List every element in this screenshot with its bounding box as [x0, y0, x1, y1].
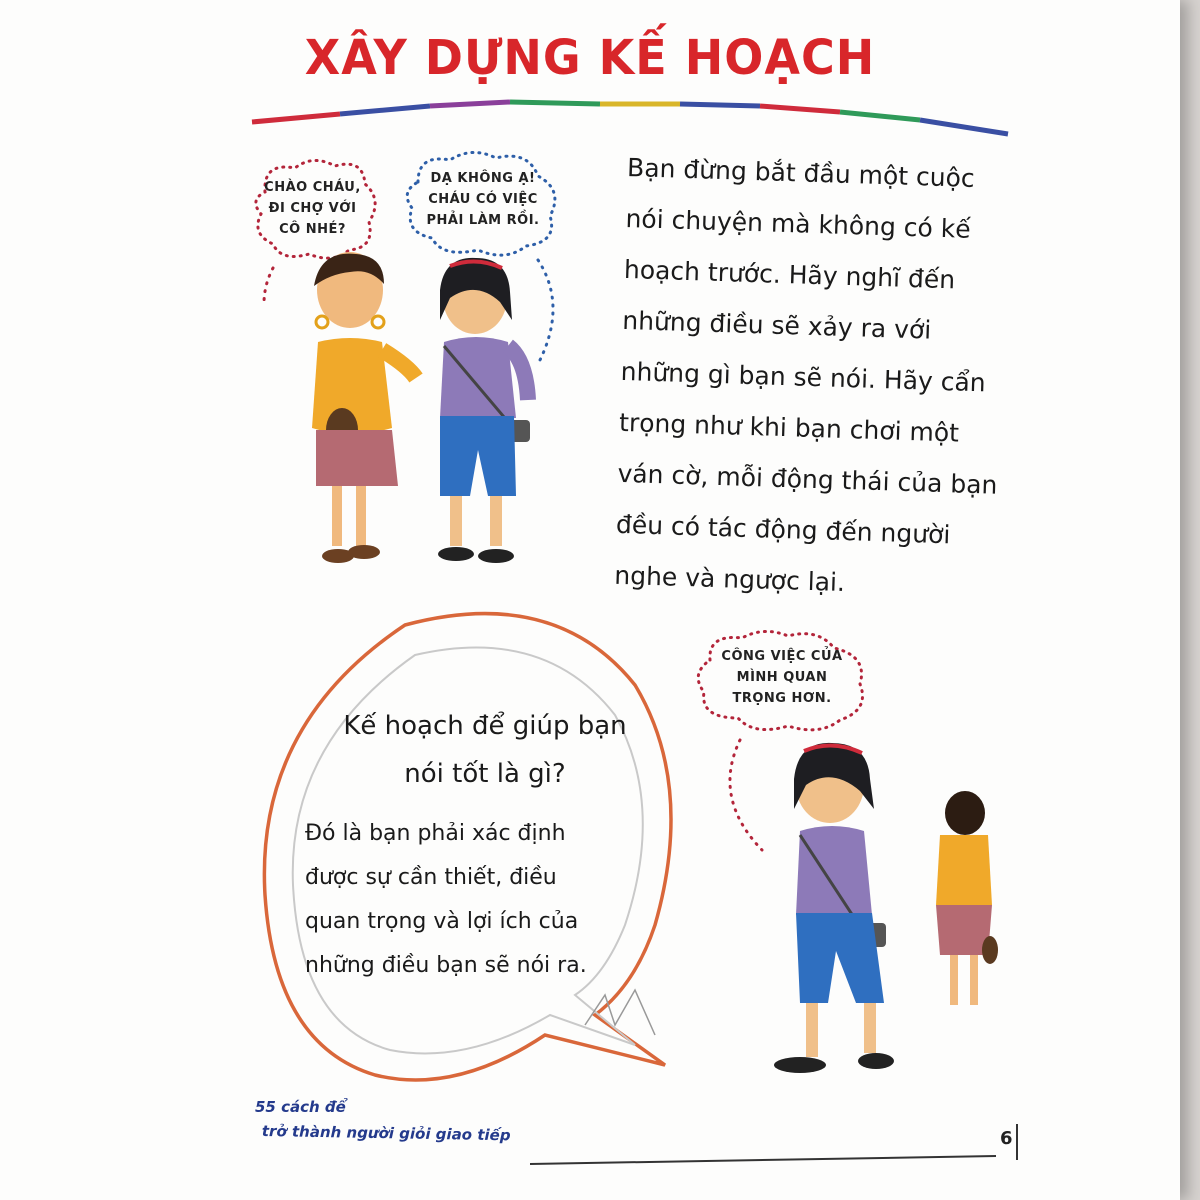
speech-bubble-girl: DẠ KHÔNG Ạ! CHÁU CÓ VIỆC PHẢI LÀM RỒI. — [398, 146, 568, 256]
girl-figure — [438, 258, 530, 563]
speech-bubble-woman: CHÀO CHÁU, ĐI CHỢ VỚI CÔ NHÉ? — [245, 152, 380, 262]
page-title: XÂY DỰNG KẾ HOẠCH — [304, 28, 876, 86]
illustration-girl-walking-away — [760, 735, 1040, 1085]
title-underline-stripe — [250, 92, 1010, 142]
footer-rule — [530, 1150, 1000, 1170]
book-title-line1: 55 cách để — [255, 1098, 346, 1116]
page-number-marker — [1014, 1124, 1020, 1164]
speech-bubble-girl-walking: CÔNG VIỆC CỦA MÌNH QUAN TRỌNG HƠN. — [692, 628, 872, 728]
page-number: 6 — [1000, 1128, 1013, 1149]
qa-question: Kế hoạch để giúp bạn nói tốt là gì? — [343, 711, 627, 789]
girl-walking-figure — [774, 743, 894, 1073]
intro-paragraph: Bạn đừng bắt đầu một cuộc nói chuyện mà không có kế hoạch trước. Hãy nghĩ đến những điều sẽ xảy ra với những gì bạn sẽ nói. Hãy cẩn trọng như khi bạn chơi một ván cờ, mỗi động thái của bạn đều có tác động đến người nghe và ngược lại. — [613, 152, 998, 598]
illustration-woman-and-girl — [280, 250, 560, 580]
woman-background-figure — [936, 791, 998, 1005]
qa-answer: Đó là bạn phải xác định được sự cần thiết, điều quan trọng và lợi ích của những điều bạn sẽ nói ra. — [305, 821, 587, 978]
book-title-line2: trở thành người giỏi giao tiếp — [261, 1122, 511, 1145]
woman-figure — [312, 252, 416, 563]
